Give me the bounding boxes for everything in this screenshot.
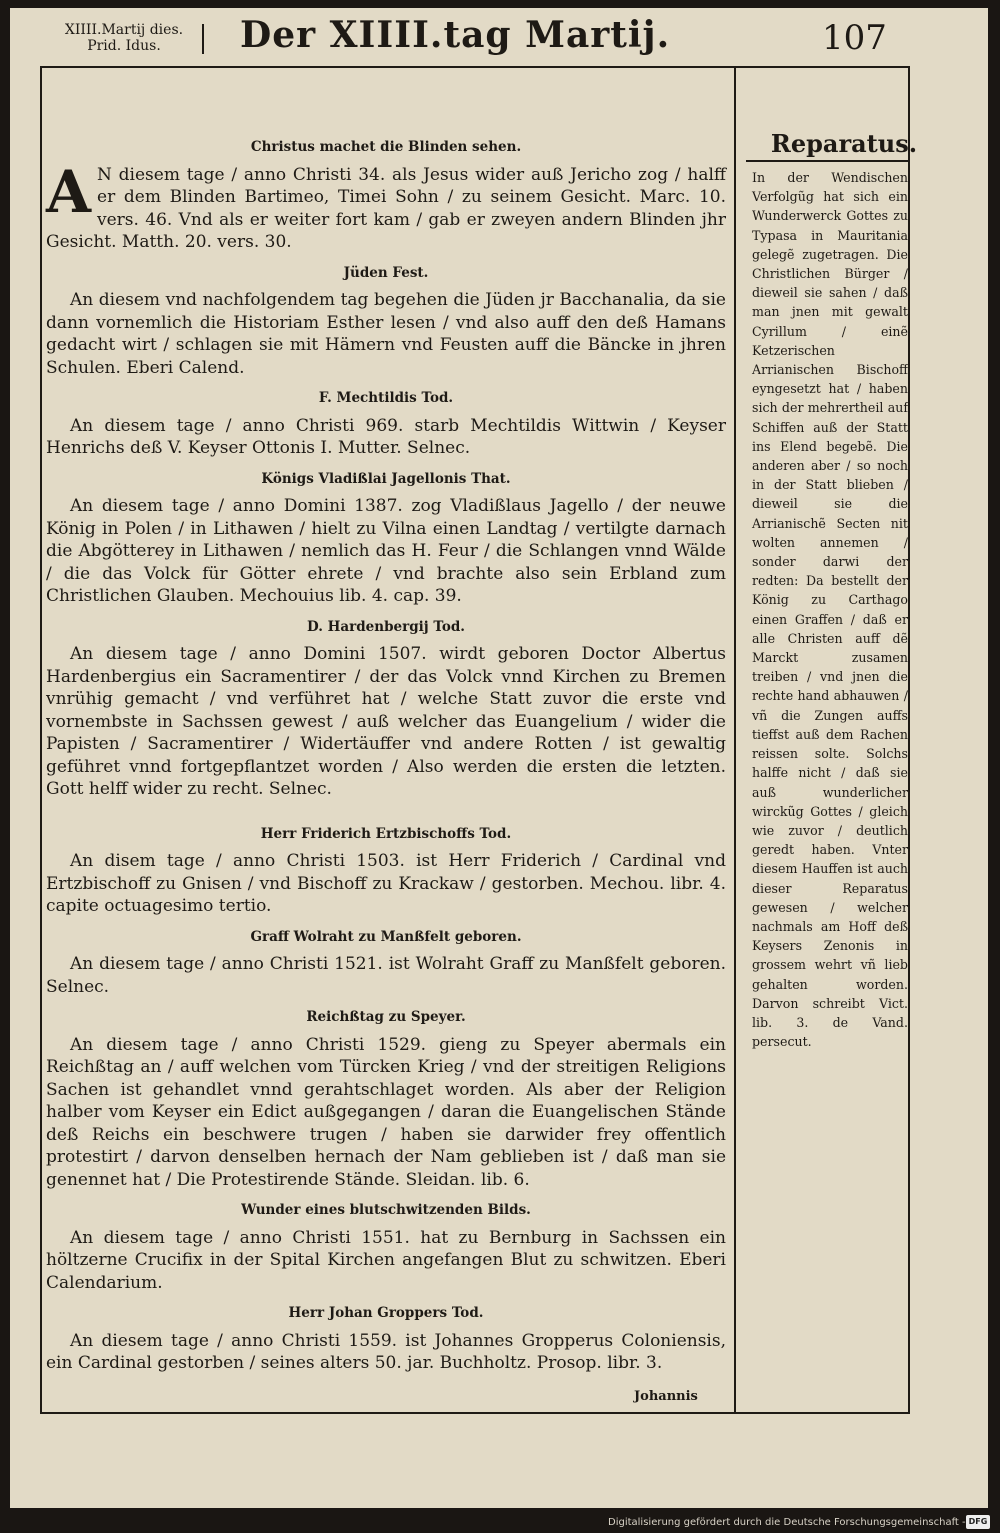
paragraph-text: An diesem tage / anno Christi 969. starb Mechtildis Wittwin / Keyser Henrichs deß V. Keyser Ottonis I. Mutter. Selnec. xyxy=(46,415,726,458)
dfg-logo: DFG xyxy=(966,1515,990,1529)
section-paragraph xyxy=(46,157,726,254)
paragraph-text: An diesem tage / anno Christi 1559. ist Johannes Gropperus Coloniensis, ein Cardinal gestorben / seines alters 50. jar. Buchholtz. Prosop. libr. 3. xyxy=(46,1330,726,1373)
drop-initial: A xyxy=(46,157,92,226)
paragraph-text: An diesem tage / anno Domini 1507. wirdt geboren Doctor Albertus Hardenbergius ein Sacramentirer / der das Volck vnnd Kirchen zu Bremen vnrühig gemacht / vnd verführet hat / welche Statt zuvor die erste vnd vornembste in Sachssen gewest / auß welcher das Euangelium / wider die Papisten / Sacramentirer / Widertäuffer vnd andere Rotten / ist gewaltig geführet vnnd fortgepflantzet worden / Also werden die ersten die letzten. Gott helff wider zu recht. Selnec. xyxy=(46,644,726,799)
header-date-line2: Prid. Idus. xyxy=(87,38,161,54)
section-heading: Christus machet die Blinden sehen. xyxy=(250,139,522,155)
section-paragraph xyxy=(46,1034,726,1192)
header-date xyxy=(54,22,194,54)
scanned-page xyxy=(10,8,988,1508)
frame-rule-left xyxy=(40,66,42,1414)
paragraph-text: An diesem tage / anno Christi 1551. hat zu Bernburg in Sachssen ein höltzerne Crucifix in der Spital Kirchen angefangen Blut zu schwitzen. Eberi Calendarium. xyxy=(46,1227,726,1293)
main-column xyxy=(46,128,726,1375)
section-heading: Graff Wolraht zu Manßfelt geboren. xyxy=(250,928,522,945)
section-heading: Königs Vladißlai Jagellonis That. xyxy=(261,470,511,487)
section-paragraph xyxy=(46,643,726,801)
sidebar-text: In der Wendischen Verfolgũg hat sich ein Wunderwerck Gottes zu Typasa in Mauritania gelegẽ zugetragen. Die Christlichen Bürger / dieweil sie sahen / daß man jnen mit gewalt Cyrillum / einẽ Ketzerischen Arrianischen Bischoff eyngesetzt hat / haben sich der mehrertheil auf Schiffen auß der Statt ins Elend begebẽ. Die anderen aber / so noch in der Statt blieben / dieweil sie die Arrianischẽ Secten nit wolten annemen / sonder darwi der redten: Da bestellt der König zu Carthago einen Graffen / daß er alle Christen auff dẽ Marckt zusamen treiben / vnd jnen die rechte hand abhauwen / vñ die Zungen auffs tieffst auß dem Rachen reissen solte. Solchs halffe nicht / daß sie auß wunderlicher wirckũg Gottes / gleich wie zuvor / deutlich geredt haben. Vnter diesem Hauffen ist auch dieser Reparatus gewesen / welcher nachmals am Hoff deß Keysers Zenonis in grossem wehrt vñ lieb gehalten worden. Darvon schreibt Vict. lib. 3. de Vand. persecut. xyxy=(752,170,908,1050)
section-heading: Reichßtag zu Speyer. xyxy=(306,1009,466,1025)
paragraph-text: N diesem tage / anno Christi 34. als Jesus wider auß Jericho zog / halff er dem Blinden Bartimeo, Timei Sohn / zu seinem Gesicht. Marc. 10. vers. 46. Vnd als er weiter fort kam / gab er zweyen andern Blinden jhr Gesicht. Matth. 20. vers. 30. xyxy=(46,164,726,252)
paragraph-text: An diesem tage / anno Christi 1521. ist Wolraht Graff zu Manßfelt geboren. Selnec. xyxy=(46,954,726,997)
section-paragraph xyxy=(46,953,726,998)
section-heading: D. Hardenbergij Tod. xyxy=(306,618,466,635)
frame-rule-top xyxy=(40,66,910,68)
section-gap xyxy=(46,801,726,815)
frame-rule-right xyxy=(908,66,910,1414)
paragraph-text: An disem tage / anno Christi 1503. ist Herr Friderich / Cardinal vnd Ertzbischoff zu Gnisen / vnd Bischoff zu Krackaw / gestorben. Mechou. libr. 4. capite octuagesimo tertio. xyxy=(46,851,726,916)
section-paragraph xyxy=(46,415,726,460)
sidebar-heading: Reparatus. xyxy=(770,129,918,158)
section-paragraph xyxy=(46,850,726,918)
section-heading: Herr Friderich Ertzbischoffs Tod. xyxy=(260,825,512,842)
sidebar-rule xyxy=(746,160,910,162)
paragraph-text: An diesem vnd nachfolgendem tag begehen die Jüden jr Bacchanalia, da sie dann vornemlich die Historiam Esther lesen / vnd also auff den deß Hamans gedacht wirt / schlagen sie mit Hämern vnd Feusten auff die Bäncke in jhren Schulen. Eberi Calend. xyxy=(46,290,726,378)
page-number: 107 xyxy=(822,18,887,58)
section-paragraph xyxy=(46,289,726,379)
section-paragraph xyxy=(46,1227,726,1295)
paragraph-text: An diesem tage / anno Domini 1387. zog Vladißlaus Jagello / der neuwe König in Polen / in Lithawen / hielt zu Vilna einen Landtag / vertilgte darnach die Abgötterey in Lithawen / nemlich das H. Feur / die Schlangen vnnd Wälde / die das Volck für Götter ehrete / vnd brachte also sein Erbland zum Christlichen Glauben. Mechouius lib. 4. cap. 39. xyxy=(46,496,726,606)
header-date-line1: XIIII.Martij dies. xyxy=(64,22,184,38)
section-paragraph xyxy=(46,1330,726,1375)
paragraph-text: An diesem tage / anno Christi 1529. gieng zu Speyer abermals ein Reichßtag an / auff welchen vom Türcken Krieg / vnd der streitigen Religions Sachen ist gehandlet vnnd gerahtschlaget worden. Als aber der Religion halber vom Keyser ein Edict außgegangen / daran die Euangelischen Stände deß Reichs ein beschwere trugen / haben sie darwider frey offentlich protestirt / darvon denselben hernach der Nam geblieben ist / daß man sie genennet hat / Die Protestirende Stände. Sleidan. lib. 6. xyxy=(46,1034,726,1190)
section-heading: Jüden Fest. xyxy=(343,264,429,281)
catchword: Johannis xyxy=(634,1389,698,1404)
section-heading: Wunder eines blutschwitzenden Bilds. xyxy=(241,1202,531,1218)
frame-rule-bottom xyxy=(40,1412,910,1414)
section-paragraph xyxy=(46,495,726,608)
page-title: Der XIIII.tag Martij. xyxy=(240,14,671,56)
column-divider xyxy=(734,66,736,1414)
header-separator xyxy=(202,24,204,54)
section-heading: Herr Johan Groppers Tod. xyxy=(288,1305,484,1321)
funding-note: Digitalisierung gefördert durch die Deutsche Forschungsgemeinschaft - xyxy=(608,1517,966,1528)
section-heading: F. Mechtildis Tod. xyxy=(318,390,454,406)
